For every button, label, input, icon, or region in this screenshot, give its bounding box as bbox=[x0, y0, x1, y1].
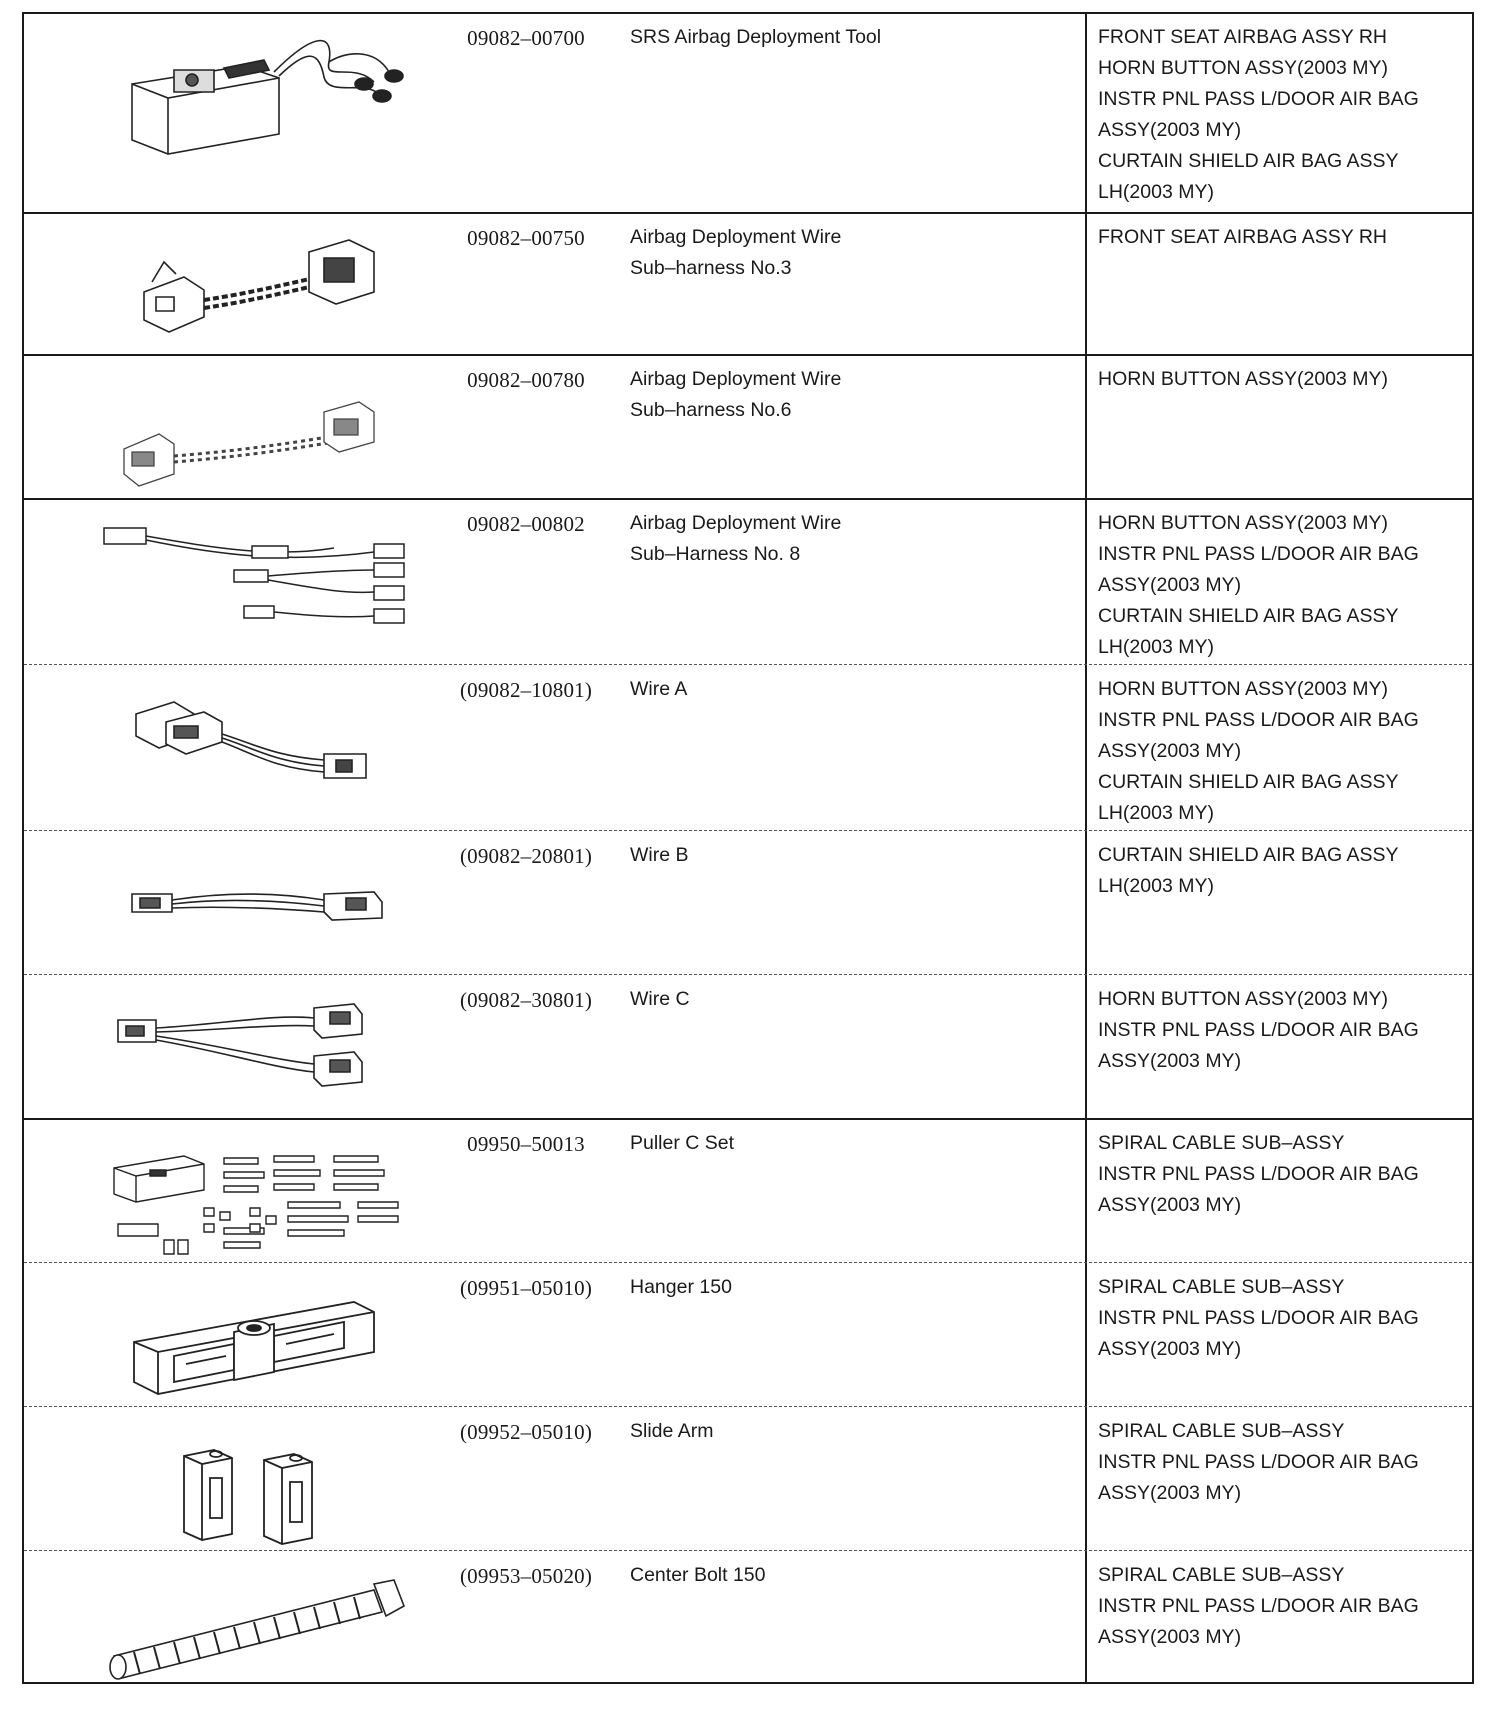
hanger-icon bbox=[74, 1272, 434, 1422]
applicable-parts: CURTAIN SHIELD AIR BAG ASSY LH(2003 MY) bbox=[1098, 844, 1399, 897]
applicable-parts: SPIRAL CABLE SUB–ASSY INSTR PNL PASS L/DOOR AIR BAG ASSY(2003 MY) bbox=[1098, 1564, 1419, 1648]
tool-name: SRS Airbag Deployment Tool bbox=[630, 26, 882, 48]
applicable-parts: FRONT SEAT AIRBAG ASSY RH bbox=[1098, 226, 1387, 248]
part-number: (09953–05020) bbox=[459, 1564, 593, 1588]
applicable-parts: SPIRAL CABLE SUB–ASSY INSTR PNL PASS L/DOOR AIR BAG ASSY(2003 MY) bbox=[1098, 1276, 1419, 1360]
table-row bbox=[24, 500, 1472, 665]
applicable-parts: SPIRAL CABLE SUB–ASSY INSTR PNL PASS L/DOOR AIR BAG ASSY(2003 MY) bbox=[1098, 1420, 1419, 1504]
applicable-parts: HORN BUTTON ASSY(2003 MY) INSTR PNL PASS L/DOOR AIR BAG ASSY(2003 MY) CURTAIN SHIELD AIR BAG ASSY LH(2003 MY) bbox=[1098, 678, 1419, 824]
tool-name: Slide Arm bbox=[630, 1420, 714, 1442]
tool-table bbox=[22, 12, 1474, 1684]
applicable-parts: FRONT SEAT AIRBAG ASSY RH HORN BUTTON ASSY(2003 MY) INSTR PNL PASS L/DOOR AIR BAG ASSY(2003 MY) CURTAIN SHIELD AIR BAG ASSY LH(2003 MY) bbox=[1098, 26, 1419, 203]
part-number: (09952–05010) bbox=[459, 1420, 593, 1444]
sub-harness-8-icon bbox=[74, 508, 434, 658]
tool-name: Wire C bbox=[630, 988, 690, 1010]
part-number: (09082–20801) bbox=[459, 844, 593, 868]
deployment-tool-icon bbox=[74, 22, 434, 172]
table-row bbox=[24, 1408, 1472, 1551]
tool-name: Wire A bbox=[630, 678, 688, 700]
part-number: 09082–00780 bbox=[467, 368, 585, 392]
applicable-parts: SPIRAL CABLE SUB–ASSY INSTR PNL PASS L/DOOR AIR BAG ASSY(2003 MY) bbox=[1098, 1132, 1419, 1216]
part-number: (09951–05010) bbox=[459, 1276, 593, 1300]
part-number: 09950–50013 bbox=[467, 1132, 585, 1156]
applicable-parts: HORN BUTTON ASSY(2003 MY) INSTR PNL PASS L/DOOR AIR BAG ASSY(2003 MY) bbox=[1098, 988, 1419, 1072]
sub-harness-3-icon bbox=[74, 222, 434, 372]
tool-name: Wire B bbox=[630, 844, 689, 866]
wire-a-icon bbox=[74, 674, 434, 824]
wire-b-icon bbox=[74, 840, 434, 990]
table-row bbox=[24, 1552, 1472, 1682]
table-row bbox=[24, 832, 1472, 975]
part-number: 09082–00700 bbox=[467, 26, 585, 50]
part-number: 09082–00750 bbox=[467, 226, 585, 250]
tool-name: Airbag Deployment Wire Sub–harness No.6 bbox=[630, 368, 842, 421]
table-row bbox=[24, 214, 1472, 356]
tool-name: Puller C Set bbox=[630, 1132, 735, 1154]
part-number: 09082–00802 bbox=[467, 512, 585, 536]
applicable-parts: HORN BUTTON ASSY(2003 MY) bbox=[1098, 368, 1389, 390]
table-row bbox=[24, 666, 1472, 831]
puller-set-icon bbox=[74, 1128, 434, 1278]
table-row bbox=[24, 1264, 1472, 1407]
slide-arm-icon bbox=[74, 1416, 434, 1566]
applicable-parts: HORN BUTTON ASSY(2003 MY) INSTR PNL PASS L/DOOR AIR BAG ASSY(2003 MY) CURTAIN SHIELD AIR BAG ASSY LH(2003 MY) bbox=[1098, 512, 1419, 658]
table-row bbox=[24, 356, 1472, 500]
table-row bbox=[24, 14, 1472, 214]
table-row bbox=[24, 1120, 1472, 1263]
part-number: (09082–30801) bbox=[459, 988, 593, 1012]
tool-name: Airbag Deployment Wire Sub–harness No.3 bbox=[630, 226, 842, 279]
center-bolt-icon bbox=[74, 1560, 434, 1710]
table-row bbox=[24, 976, 1472, 1120]
wire-c-icon bbox=[74, 984, 434, 1134]
part-number: (09082–10801) bbox=[459, 678, 593, 702]
tool-name: Airbag Deployment Wire Sub–Harness No. 8 bbox=[630, 512, 842, 565]
tool-name: Hanger 150 bbox=[630, 1276, 732, 1298]
sub-harness-6-icon bbox=[74, 364, 434, 514]
tool-name: Center Bolt 150 bbox=[630, 1564, 766, 1586]
